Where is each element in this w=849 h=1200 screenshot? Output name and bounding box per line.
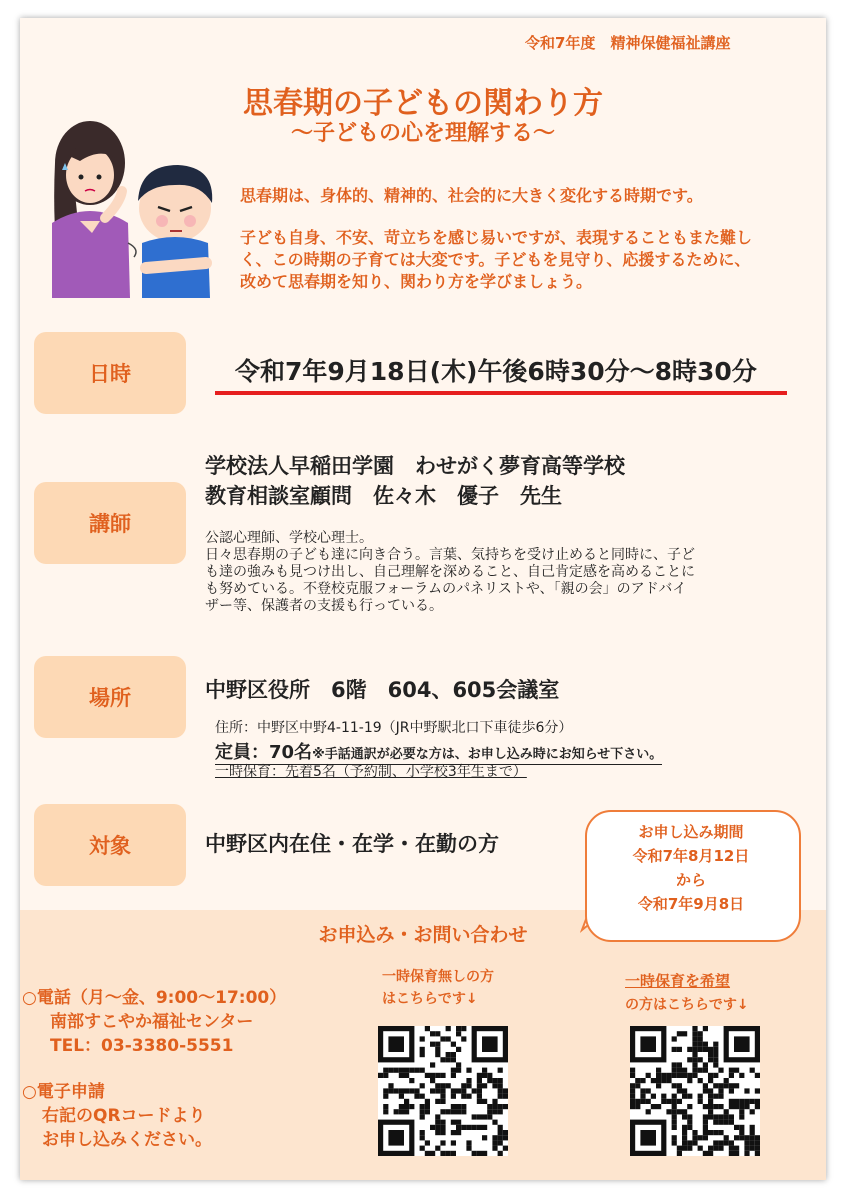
intro-para2-line2: く、この時期の子育ては大変です。子どもを見守り、応援するために、 [240,250,751,269]
period-start: 令和7年8月12日 [632,847,750,865]
intro-para2-line3: 改めて思春期を知り、関わり方を学びましょう。 [240,272,593,291]
capacity-label: 定員：70名 [215,742,313,763]
datetime-underline [215,391,787,395]
mother-child-illustration [30,103,230,303]
lecturer-bio-line3: も達の強みも見つけ出し、自己理解を深めること、自己肯定感を高めることに [205,564,695,580]
period-from: から [675,871,706,889]
online-heading: ○電子申請 [22,1082,105,1102]
lecturer-bio-line5: ザー等、保護者の支援も行っている。 [205,598,443,614]
child-figure [128,165,212,298]
phone-center: 南部すこやか福祉センター [50,1012,254,1032]
flyer-sheet [20,18,826,1180]
online-line2: お申し込みください。 [42,1130,212,1150]
lecturer-affiliation: 学校法人早稲田学園 わせがく夢育高等学校 [205,454,625,478]
page-subtitle: ～子どもの心を理解する～ [290,121,555,146]
venue-capacity [215,738,662,765]
lecturer-name: 教育相談室顧問 佐々木 優子 先生 [205,484,562,508]
qr2-caption-line2: の方はこちらです↓ [625,997,749,1013]
lecturer-bio-line2: 日々思春期の子ども達に向き合う。言葉、気持ちを受け止めると同時に、子ど [205,547,695,563]
intro-para2-line1: 子ども自身、不安、苛立ちを感じ易いですが、表現することもまた難し [240,228,753,247]
phone-heading: ○電話（月～金、9:00～17:00） [22,988,287,1008]
capacity-note: ※手話通訳が必要な方は、お申し込み時にお知らせ下さい。 [312,747,663,762]
qr1-caption-line2: はこちらです↓ [382,991,478,1007]
venue-address: 住所：中野区中野4-11-19（JR中野駅北口下車徒歩6分） [215,720,573,736]
childcare-info: 一時保育：先着5名（予約制、小学校3年生まで） [215,764,527,780]
qr2-caption-line1: 一時保育を希望 [625,972,731,990]
lecturer-label: 講師 [34,482,186,564]
lecturer-bio-line1: 公認心理師、学校心理士。 [205,530,373,546]
qr-code-no-childcare[interactable] [378,1026,508,1156]
header-course-name: 令和7年度 精神保健福祉講座 [525,34,731,52]
application-period-text [585,820,797,916]
qr-code-childcare[interactable] [630,1026,760,1156]
page-title: 思春期の子どもの関わり方 [243,86,603,121]
lecturer-bio-line4: も努めている。不登校克服フォーラムのパネリストや、「親の会」のアドバイ [205,581,687,597]
intro-line1: 思春期は、身体的、精神的、社会的に大きく変化する時期です。 [240,186,703,205]
datetime-value: 令和7年9月18日(木)午後6時30分～8時30分 [235,357,757,386]
online-line1: 右記のQRコードより [42,1106,206,1126]
venue-value: 中野区役所 6階 604、605会議室 [205,678,560,702]
qr1-caption-line1: 一時保育無しの方 [382,969,494,985]
target-value: 中野区内在住・在学・在勤の方 [205,832,499,856]
mother-figure [52,121,130,298]
phone-number[interactable]: TEL：03-3380-5551 [50,1036,234,1056]
period-heading: お申し込み期間 [638,823,744,841]
datetime-label: 日時 [34,332,186,414]
contact-title: お申込み・お問い合わせ [318,924,528,946]
venue-label: 場所 [34,656,186,738]
target-label: 対象 [34,804,186,886]
period-end: 令和7年9月8日 [637,895,745,913]
